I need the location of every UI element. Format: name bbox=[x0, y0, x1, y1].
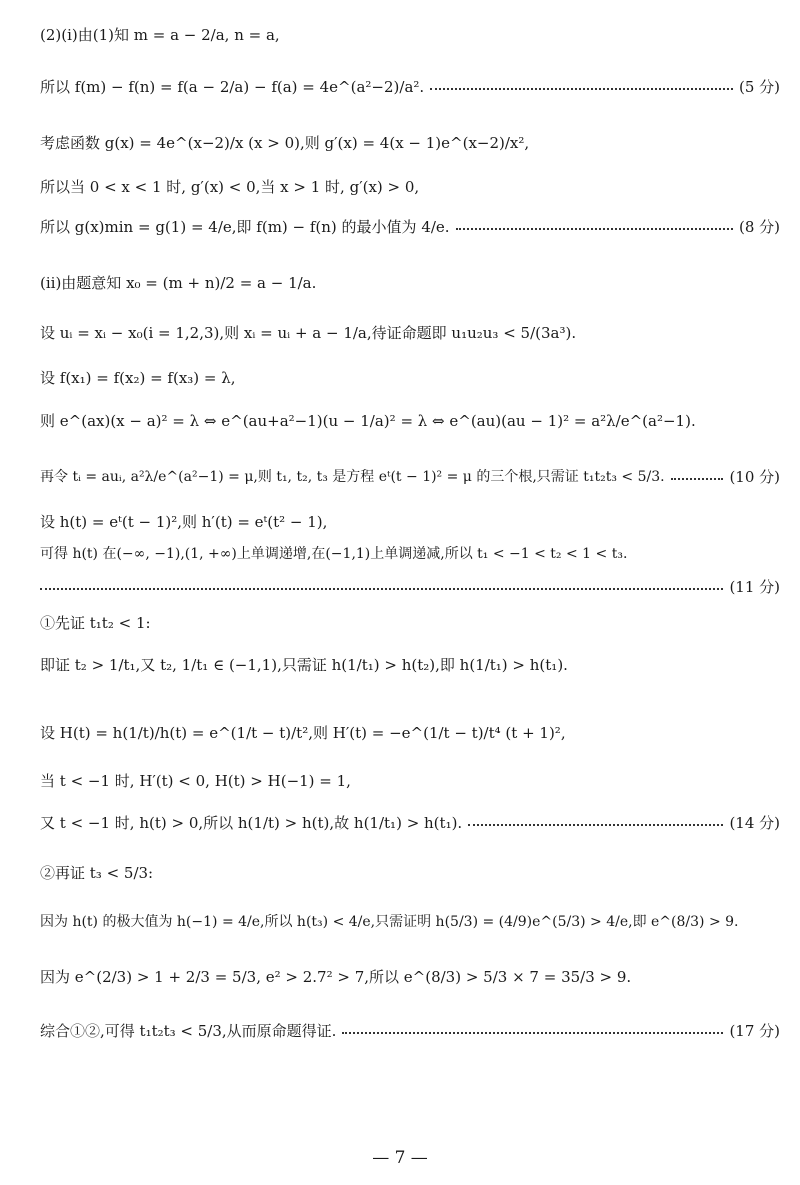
dotted-leader bbox=[40, 588, 723, 590]
solution-line-20 bbox=[40, 914, 780, 931]
line-text: ②再证 t₃ < 5/3: bbox=[40, 864, 154, 882]
solution-line-4 bbox=[40, 178, 780, 196]
solution-line-1 bbox=[40, 26, 780, 44]
line-text: 即证 t₂ > 1/t₁,又 t₂, 1/t₁ ∈ (−1,1),只需证 h(1/t₁) > h(t₂),即 h(1/t₁) > h(t₁). bbox=[40, 656, 568, 674]
solution-line-11 bbox=[40, 513, 780, 531]
solution-line-9 bbox=[40, 412, 780, 430]
line-text: 设 f(x₁) = f(x₂) = f(x₃) = λ, bbox=[40, 369, 236, 387]
solution-line-19 bbox=[40, 864, 780, 882]
line-text: 所以 g(x)min = g(1) = 4/e,即 f(m) − f(n) 的最小值为 4/e. bbox=[40, 218, 450, 236]
score-mark: (5 分) bbox=[738, 78, 780, 96]
score-mark: (17 分) bbox=[729, 1022, 780, 1040]
line-text: 所以 f(m) − f(n) = f(a − 2/a) − f(a) = 4e^(a²−2)/a². bbox=[40, 78, 425, 96]
dotted-leader bbox=[342, 1032, 723, 1034]
dotted-leader bbox=[468, 824, 723, 826]
line-text: 再令 tᵢ = auᵢ, a²λ/e^(a²−1) = μ,则 t₁, t₂, t₃ 是方程 eᵗ(t − 1)² = μ 的三个根,只需证 t₁t₂t₃ < 5/3. bbox=[40, 468, 665, 485]
solution-line-5 bbox=[40, 218, 780, 236]
solution-line-13 bbox=[40, 578, 780, 596]
score-mark: (10 分) bbox=[729, 468, 780, 486]
line-text: 可得 h(t) 在(−∞, −1),(1, +∞)上单调递增,在(−1,1)上单调递减,所以 t₁ < −1 < t₂ < 1 < t₃. bbox=[40, 546, 628, 562]
solution-line-10 bbox=[40, 468, 780, 486]
line-text: 设 h(t) = eᵗ(t − 1)²,则 h′(t) = eᵗ(t² − 1), bbox=[40, 513, 328, 531]
line-text: (ⅱ)由题意知 x₀ = (m + n)/2 = a − 1/a. bbox=[40, 274, 317, 292]
solution-line-21 bbox=[40, 968, 780, 986]
line-text: 综合①②,可得 t₁t₂t₃ < 5/3,从而原命题得证. bbox=[40, 1022, 337, 1040]
page-number: — 7 — bbox=[372, 1148, 428, 1168]
line-text: 考虑函数 g(x) = 4e^(x−2)/x (x > 0),则 g′(x) = 4(x − 1)e^(x−2)/x², bbox=[40, 134, 530, 152]
line-text: 因为 h(t) 的极大值为 h(−1) = 4/e,所以 h(t₃) < 4/e,只需证明 h(5/3) = (4/9)e^(5/3) > 4/e,即 e^(8/3) > 9. bbox=[40, 914, 739, 930]
solution-line-14 bbox=[40, 614, 780, 632]
line-text: 因为 e^(2/3) > 1 + 2/3 = 5/3, e² > 2.7² > 7,所以 e^(8/3) > 5/3 × 7 = 35/3 > 9. bbox=[40, 968, 632, 986]
line-text: 设 uᵢ = xᵢ − x₀(i = 1,2,3),则 xᵢ = uᵢ + a − 1/a,待证命题即 u₁u₂u₃ < 5/(3a³). bbox=[40, 324, 577, 342]
solution-line-3 bbox=[40, 134, 780, 152]
line-text: 设 H(t) = h(1/t)/h(t) = e^(1/t − t)/t²,则 H′(t) = −e^(1/t − t)/t⁴ (t + 1)², bbox=[40, 724, 566, 742]
solution-line-8 bbox=[40, 369, 780, 387]
line-text: 则 e^(ax)(x − a)² = λ ⇔ e^(au+a²−1)(u − 1/a)² = λ ⇔ e^(au)(au − 1)² = a²λ/e^(a²−1). bbox=[40, 412, 696, 430]
solution-line-12 bbox=[40, 546, 780, 563]
line-text: (2)(ⅰ)由(1)知 m = a − 2/a, n = a, bbox=[40, 26, 280, 44]
line-text: 所以当 0 < x < 1 时, g′(x) < 0,当 x > 1 时, g′(x) > 0, bbox=[40, 178, 420, 196]
solution-line-15 bbox=[40, 656, 780, 674]
dotted-leader bbox=[430, 88, 733, 90]
solution-line-7 bbox=[40, 324, 780, 342]
score-mark: (14 分) bbox=[729, 814, 780, 832]
dotted-leader bbox=[456, 228, 733, 230]
solution-line-22 bbox=[40, 1022, 780, 1040]
solution-line-17 bbox=[40, 772, 780, 790]
line-text: 当 t < −1 时, H′(t) < 0, H(t) > H(−1) = 1, bbox=[40, 772, 351, 790]
line-text: 又 t < −1 时, h(t) > 0,所以 h(1/t) > h(t),故 h(1/t₁) > h(t₁). bbox=[40, 814, 463, 832]
solution-line-18 bbox=[40, 814, 780, 832]
line-text: ①先证 t₁t₂ < 1: bbox=[40, 614, 151, 632]
solution-line-16 bbox=[40, 724, 780, 742]
solution-line-6 bbox=[40, 274, 780, 292]
score-mark: (8 分) bbox=[738, 218, 780, 236]
score-mark: (11 分) bbox=[729, 578, 780, 596]
solution-line-2 bbox=[40, 78, 780, 96]
dotted-leader bbox=[671, 478, 724, 480]
